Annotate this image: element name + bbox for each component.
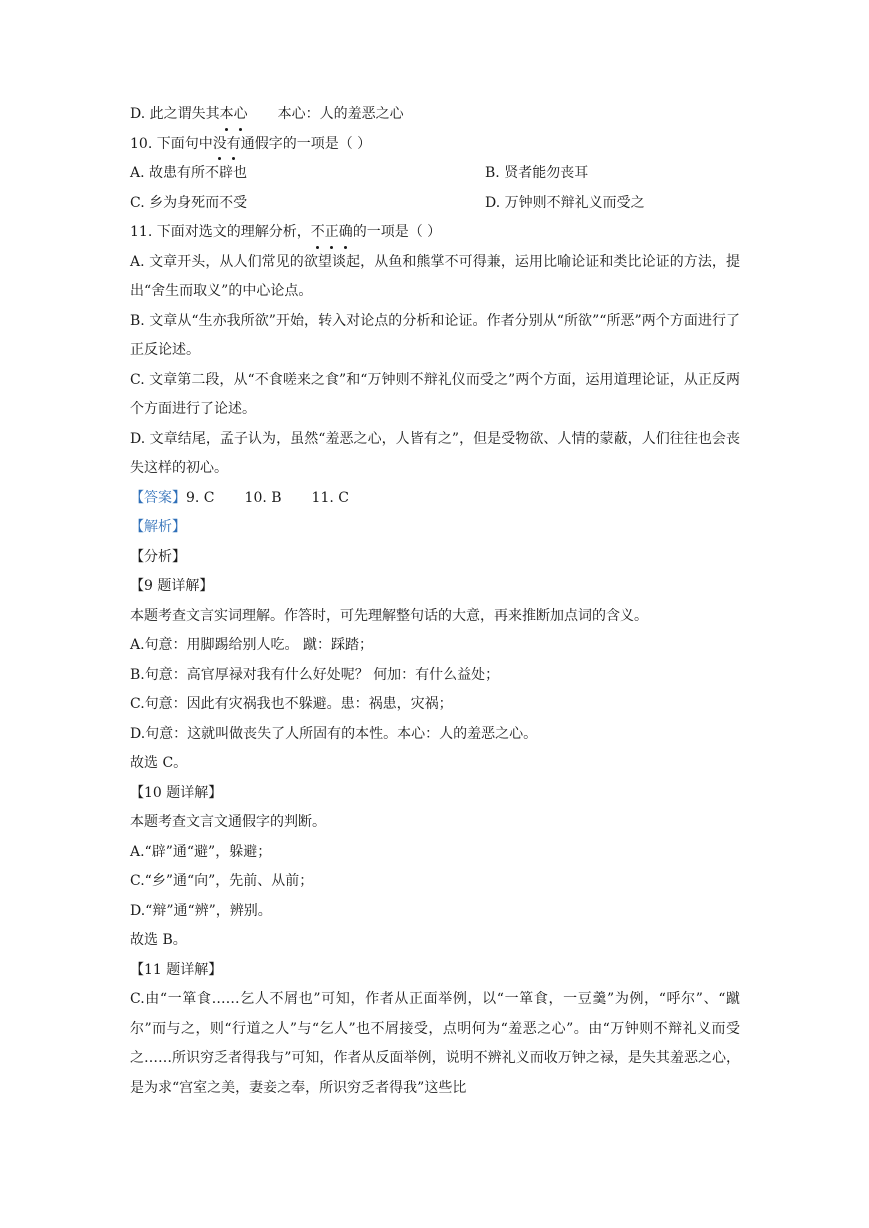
detail9-c: C.句意：因此有灾祸我也不躲避。患：祸患，灾祸； xyxy=(130,696,453,712)
q10-options-row-2 xyxy=(130,189,740,219)
dotted-char: 正 xyxy=(325,218,339,248)
q10-option-c: C. 乡为身死而不受 xyxy=(130,194,248,211)
detail10-choose: 故选 B。 xyxy=(130,932,187,948)
q11-option-d: D. 文章结尾，孟子认为，虽然“羞恶之心，人皆有之”，但是受物欲、人情的蒙蔽，人们往往也会丧失这样的初心。 xyxy=(130,430,740,476)
detail10-tag: 【10 题详解】 xyxy=(130,784,223,801)
q9-option-d xyxy=(130,100,740,130)
q10-option-d: D. 万钟则不辩礼义而受之 xyxy=(485,194,645,211)
answer-9: 9. C xyxy=(186,489,215,506)
detail9-b: B.句意：高官厚禄对我有什么好处呢？ 何加：有什么益处； xyxy=(130,666,500,683)
detail11-text: C.由“一箪食……乞人不屑也”可知，作者从正面举例，以“一箪食，一豆羹”为例，“呼尔”、“蹴尔”而与之，则“行道之人”与“乞人”也不屑接受，点明何为“羞恶之心”。由“万钟则不辩礼义而受之……所识穷乏者得我与”可知，作者从反面举例，说明不辨礼义而收万钟之禄，是失其羞恶之心，是为求“宫室之美，妻妾之奉，所识穷乏者得我”这些比 xyxy=(130,991,740,1096)
detail9-d: D.句意：这就叫做丧失了人所固有的本性。本心：人的羞恶之心。 xyxy=(130,725,538,742)
q10-option-a: A. 故患有所不辟也 xyxy=(130,165,248,181)
q10-option-b: B. 贤者能勿丧耳 xyxy=(485,165,589,181)
q10-stem-prefix: 10. 下面句中 xyxy=(130,135,213,152)
answer-tag: 【答案】 xyxy=(130,489,186,506)
detail10-intro: 本题考查文言文通假字的判断。 xyxy=(130,814,326,830)
detail9-a: A.句意：用脚踢给别人吃。 蹴：踩踏； xyxy=(130,637,374,653)
document-page xyxy=(130,100,740,1103)
q10-options-row-1 xyxy=(130,159,740,189)
dotted-char: 本 xyxy=(220,100,234,130)
detail9-intro: 本题考查文言实词理解。作答时，可先理解整句话的大意，再来推断加点词的含义。 xyxy=(130,607,648,624)
dotted-char: 确 xyxy=(339,218,353,248)
dotted-char: 没 xyxy=(213,130,227,160)
detail10-c: C.“乡”通“向”，先前、从前； xyxy=(130,873,314,889)
q9-option-d-prefix: D. 此之谓失其 xyxy=(130,106,220,122)
dotted-char: 心 xyxy=(234,100,248,130)
detail10-d: D.“辩”通“辨”，辨别。 xyxy=(130,902,272,919)
q11-option-c: C. 文章第二段，从“不食嗟来之食”和“万钟则不辩礼仪而受之”两个方面，运用道理论证，从正反两个方面进行了论述。 xyxy=(130,371,740,417)
detail9-tag: 【9 题详解】 xyxy=(130,578,214,594)
q11-option-b: B. 文章从“生亦我所欲”开始，转入对论点的分析和论证。作者分别从“所欲”“所恶”两个方面进行了正反论述。 xyxy=(130,312,740,358)
detail10-a: A.“辟”通“避”，躲避； xyxy=(130,843,272,860)
q10-stem-suffix: 通假字的一项是（ ） xyxy=(240,135,372,152)
analysis-tag: 【解析】 xyxy=(130,519,186,535)
answer-line xyxy=(130,484,740,514)
answer-11: 11. C xyxy=(311,489,349,506)
fenxi-tag: 【分析】 xyxy=(130,548,186,565)
detail11-tag: 【11 题详解】 xyxy=(130,961,223,978)
q9-option-d-gloss: 本心：人的羞恶之心 xyxy=(277,106,404,122)
dotted-char: 有 xyxy=(227,130,241,160)
q11-option-a: A. 文章开头，从人们常见的欲望谈起，从鱼和熊掌不可得兼，运用比喻论证和类比论证的方法，提出“舍生而取义”的中心论点。 xyxy=(130,253,740,299)
detail9-choose: 故选 C。 xyxy=(130,755,188,771)
q10-stem xyxy=(130,130,740,160)
answer-10: 10. B xyxy=(244,489,282,506)
dotted-char: 不 xyxy=(311,218,325,248)
q11-stem-prefix: 11. 下面对选文的理解分析， xyxy=(130,224,311,240)
q11-stem-suffix: 的一项是（ ） xyxy=(352,224,442,240)
q11-stem xyxy=(130,218,740,248)
